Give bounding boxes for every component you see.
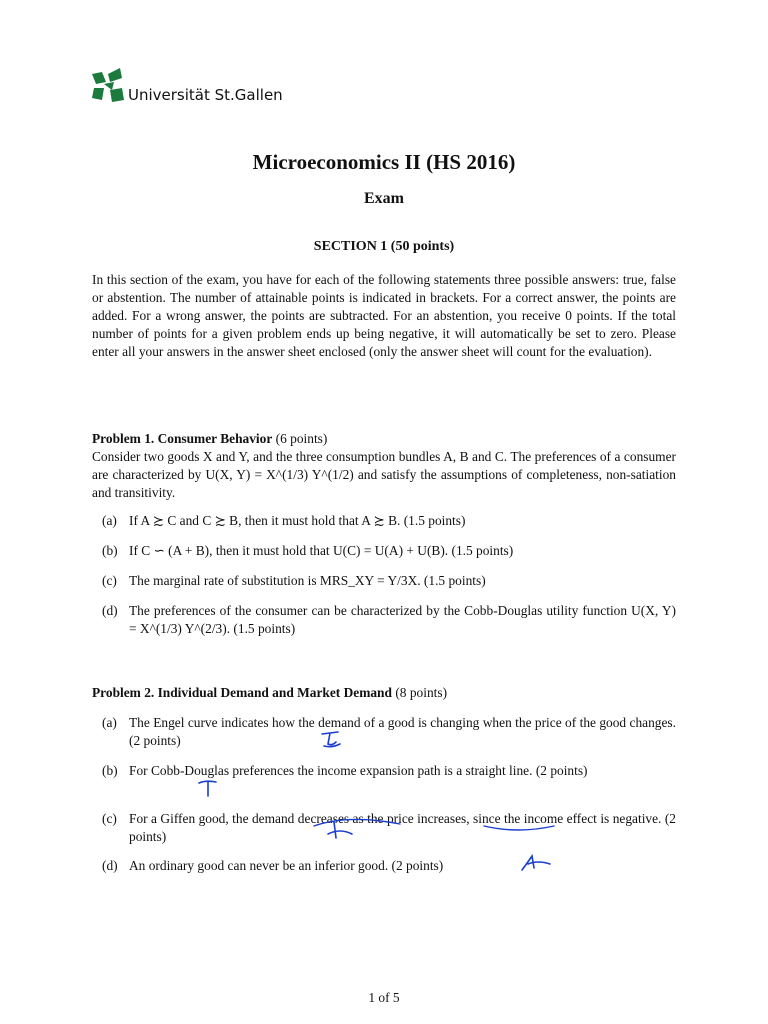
item-label: (d) [102,603,118,618]
item-label: (c) [102,573,117,588]
handwritten-t-mark-icon [196,778,220,800]
problem-1 [92,430,676,502]
page-subtitle: Exam [364,190,404,207]
university-logo [90,68,290,108]
university-name: Universität St.Gallen [128,86,283,104]
hsg-emblem-icon [90,68,126,104]
problem-2-title: Problem 2. Individual Demand and Market Demand [92,685,392,700]
handwritten-f-mark-icon [518,850,554,874]
item-label: (d) [102,858,118,873]
page-title: Microeconomics II (HS 2016) [252,150,516,174]
problem-2 [92,684,676,702]
item-text: If A ≿ C and C ≿ B, then it must hold that A ≿ B. (1.5 points) [129,513,466,528]
item-text: An ordinary good can never be an inferior good. (2 points) [129,858,444,873]
section-heading: SECTION 1 (50 points) [313,239,455,254]
handwritten-f-mark-icon [318,728,346,750]
item-text: For Cobb-Douglas preferences the income expansion path is a straight line. (2 points) [129,763,588,778]
problem-1-heading [92,430,676,448]
item-label: (b) [102,763,118,778]
problem-1-points: (6 points) [275,431,328,446]
problem-1-title: Problem 1. Consumer Behavior [92,431,273,446]
item-text: For a Giffen good, the demand decreases as the price increases, since the income effect is negative. (2 points) [129,811,676,844]
item-label: (a) [102,715,117,730]
page-number: 1 of 5 [368,990,400,1005]
item-label: (a) [102,513,117,528]
item-text: If C ∽ (A + B), then it must hold that U(C) = U(A) + U(B). (1.5 points) [129,543,514,558]
item-text: The marginal rate of substitution is MRS_XY = Y/3X. (1.5 points) [129,573,486,588]
item-text: The Engel curve indicates how the demand of a good is changing when the price of the good changes. (2 points) [129,715,676,748]
handwritten-underline-mark-icon [308,812,558,848]
item-text: The preferences of the consumer can be characterized by the Cobb-Douglas utility function U(X, Y) = X^(1/3) Y^(2/3). (1.5 points) [129,603,676,636]
problem-1-description: Consider two goods X and Y, and the three consumption bundles A, B and C. The preferences of a consumer are characterized by U(X, Y) = X^(1/3) Y^(1/2) and satisfy the assumptions of completeness, non-satiation and transitivity. [92,449,676,500]
problem-2-heading [92,684,676,702]
problem-2-points: (8 points) [395,685,448,700]
item-label: (b) [102,543,118,558]
item-label: (c) [102,811,117,826]
intro-paragraph: In this section of the exam, you have for each of the following statements three possible answers: true, false or abstention. The number of attainable points is indicated in brackets. For a correct answer, the points are added. For a wrong answer, the points are subtracted. For an abstention, you receive 0 points. If the total number of points for a given problem ends up being negative, it will automatically be set to zero. Please enter all your answers in the answer sheet enclosed (only the answer sheet will count for the evaluation). [92,272,676,359]
